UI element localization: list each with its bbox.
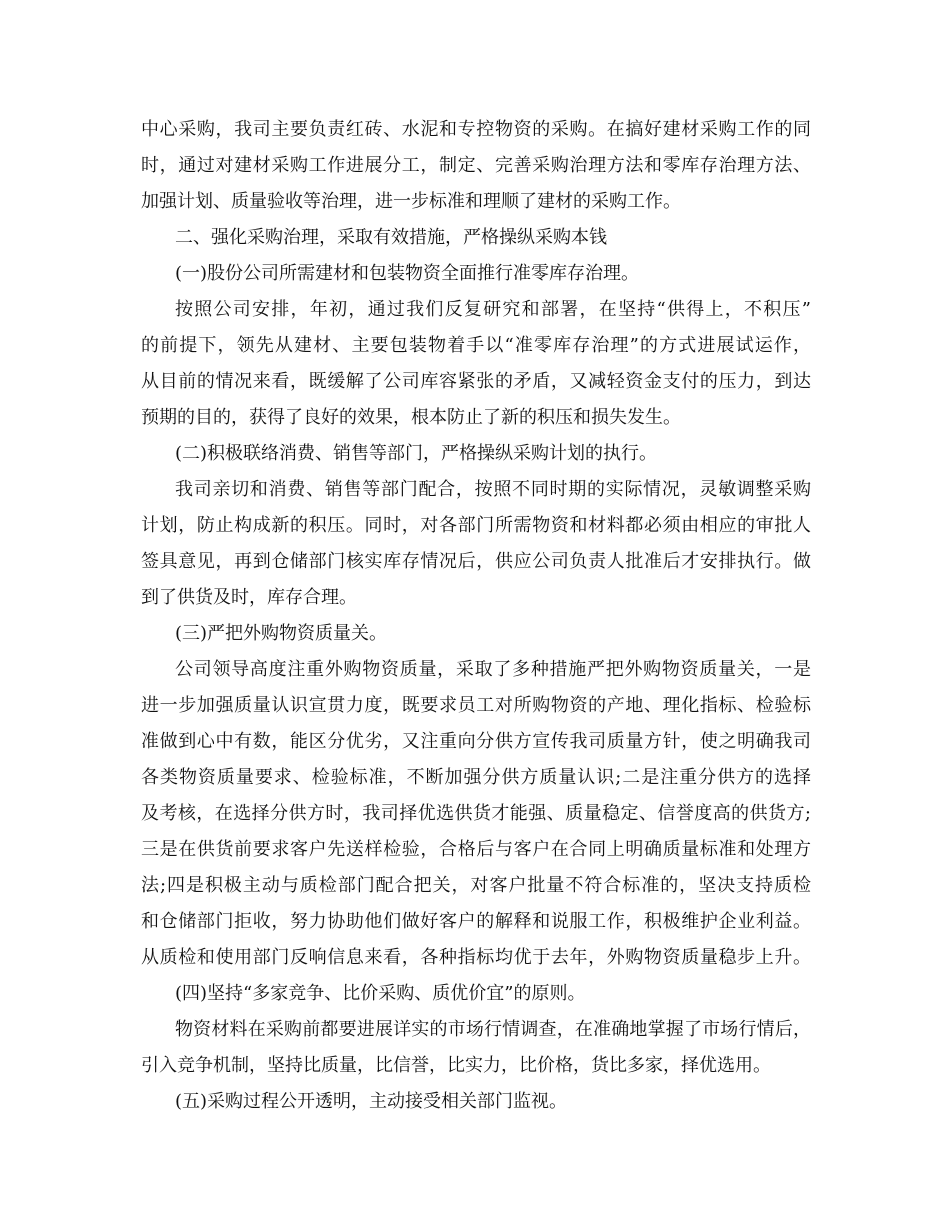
subsection-heading: (四)坚持“多家竞争、比价采购、质优价宜”的原则。 bbox=[175, 983, 586, 1004]
paragraph-line: 中心采购，我司主要负责红砖、水泥和专控物资的采购。在搞好建材采购工作的同 bbox=[141, 119, 811, 140]
subsection-heading: (一)股份公司所需建材和包装物资全面推行准零库存治理。 bbox=[175, 263, 640, 284]
paragraph-line: 签具意见，再到仓储部门核实库存情况后，供应公司负责人批准后才安排执行。做 bbox=[141, 551, 811, 572]
paragraph-line: 从目前的情况来看，既缓解了公司库容紧张的矛盾，又减轻资金支付的压力，到达 bbox=[141, 371, 811, 392]
section-heading: 二、强化采购治理，采取有效措施，严格操纵采购本钱 bbox=[175, 227, 607, 248]
paragraph-line: 各类物资质量要求、检验标准，不断加强分供方质量认识;二是注重分供方的选择 bbox=[141, 767, 811, 788]
paragraph-line: 的前提下，领先从建材、主要包装物着手以“准零库存治理”的方式进展试运作， bbox=[141, 335, 811, 356]
paragraph-line: 物资材料在采购前都要进展详实的市场行情调查，在准确地掌握了市场行情后， bbox=[175, 1019, 811, 1040]
subsection-heading: (二)积极联络消费、销售等部门，严格操纵采购计划的执行。 bbox=[175, 443, 658, 464]
paragraph-line: 我司亲切和消费、销售等部门配合，按照不同时期的实际情况，灵敏调整采购 bbox=[175, 479, 811, 500]
paragraph-line: 三是在供货前要求客户先送样检验，合格后与客户在合同上明确质量标准和处理方 bbox=[141, 839, 811, 860]
subsection-heading: (三)严把外购物资质量关。 bbox=[175, 623, 388, 644]
paragraph-line: 从质检和使用部门反响信息来看，各种指标均优于去年，外购物资质量稳步上升。 bbox=[141, 947, 811, 968]
paragraph-line: 计划，防止构成新的积压。同时，对各部门所需物资和材料都必须由相应的审批人 bbox=[141, 515, 811, 536]
paragraph-line: 公司领导高度注重外购物资质量，采取了多种措施严把外购物资质量关，一是 bbox=[175, 659, 811, 680]
paragraph-line: 和仓储部门拒收，努力协助他们做好客户的解释和说服工作，积极维护企业利益。 bbox=[141, 911, 811, 932]
paragraph-line: 预期的目的，获得了良好的效果，根本防止了新的积压和损失发生。 bbox=[141, 407, 681, 428]
paragraph-line: 到了供货及时，库存合理。 bbox=[141, 587, 357, 608]
paragraph-line: 引入竞争机制，坚持比质量，比信誉，比实力，比价格，货比多家，择优选用。 bbox=[141, 1055, 771, 1076]
paragraph-line: 准做到心中有数，能区分优劣，又注重向分供方宣传我司质量方针，使之明确我司 bbox=[141, 731, 811, 752]
paragraph-line: 加强计划、质量验收等治理，进一步标准和理顺了建材的采购工作。 bbox=[141, 191, 681, 212]
paragraph-line: 时，通过对建材采购工作进展分工，制定、完善采购治理方法和零库存治理方法、 bbox=[141, 155, 811, 176]
document-page bbox=[141, 112, 811, 1120]
paragraph-line: 法;四是积极主动与质检部门配合把关，对客户批量不符合标准的，坚决支持质检 bbox=[141, 875, 811, 896]
paragraph-line: 进一步加强质量认识宣贯力度，既要求员工对所购物资的产地、理化指标、检验标 bbox=[141, 695, 811, 716]
paragraph-line: 及考核，在选择分供方时，我司择优选供货才能强、质量稳定、信誉度高的供货方; bbox=[141, 803, 811, 824]
subsection-heading: (五)采购过程公开透明，主动接受相关部门监视。 bbox=[175, 1091, 568, 1112]
paragraph-line: 按照公司安排，年初，通过我们反复研究和部署，在坚持“供得上，不积压” bbox=[175, 299, 811, 320]
